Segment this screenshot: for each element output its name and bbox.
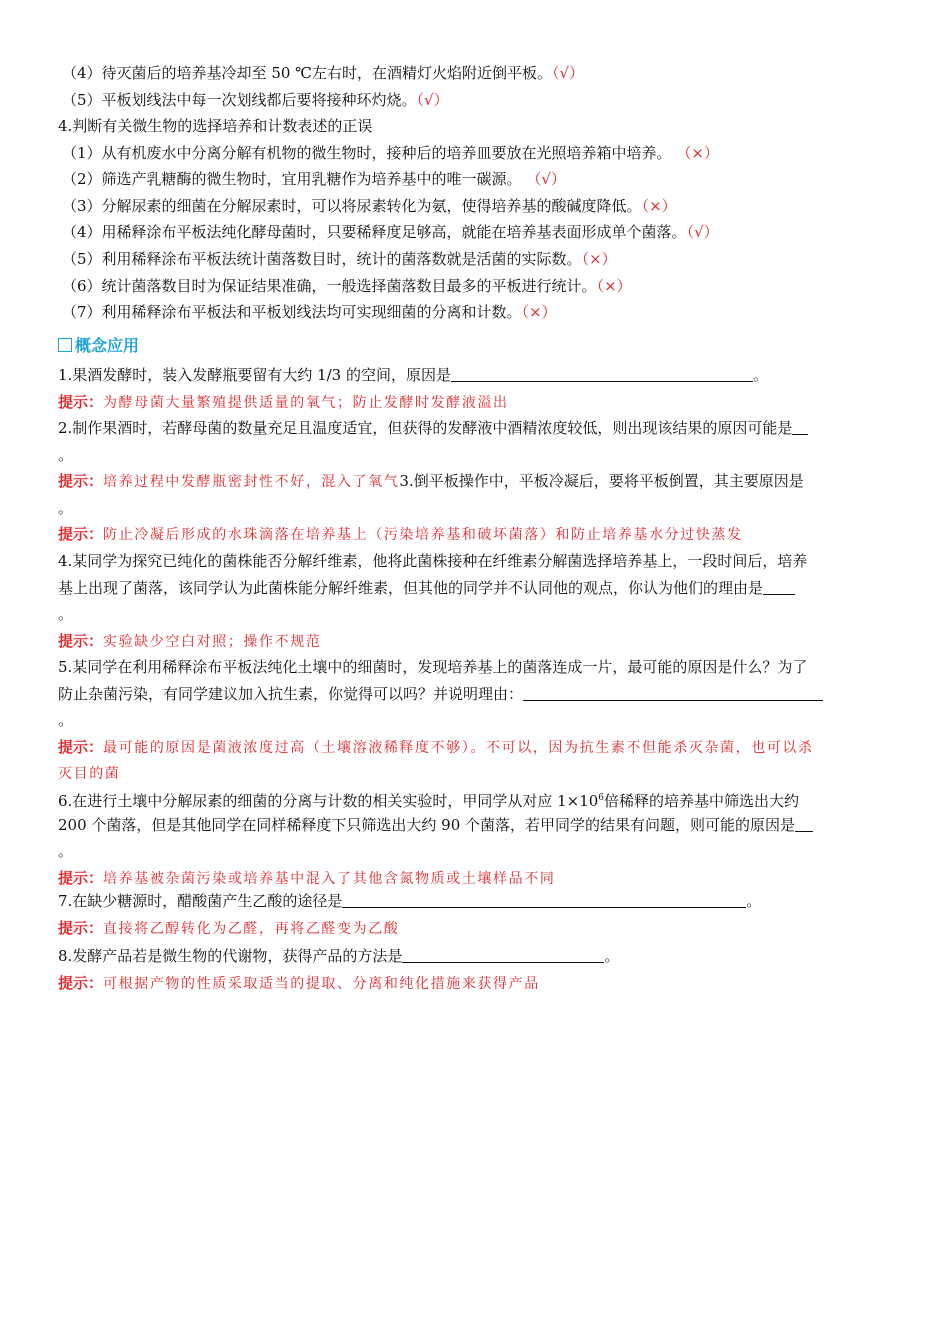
answer-blank [402, 946, 604, 963]
tip-text: 培养基被杂菌污染或培养基中混入了其他含氮物质或土壤样品不同 [103, 870, 556, 887]
question-1: 1.果酒发酵时，装入发酵瓶要留有大约 1/3 的空间，原因是 。 提示：为酵母菌大量繁殖提供适量的氧气；防止发酵时发酵液溢出 [58, 366, 769, 411]
tip-text: 防止冷凝后形成的水珠滴落在培养基上（污染培养基和破坏菌落）和防止培养基水分过快蒸发 [103, 527, 743, 544]
tip-label: 提示： [58, 868, 104, 887]
wrong-mark: （×） [521, 303, 557, 322]
question-4: 4.某同学为探究已纯化的菌株能否分解纤维素，他将此菌株接种在纤维素分解菌选择培养基上，一段时间后，培养 基上出现了菌落，该同学认为此菌株能分解纤维素，但其他的同学并不认同他的观点，你认为他们的理由是 。 提示：实验缺少空白对照；操作不规范 [58, 552, 808, 650]
question-2: 2.制作果酒时，若酵母菌的数量充足且温度适宜，但获得的发酵液中酒精浓度较低，则出现该结果的原因可能是 。 提示：培养过程中发酵瓶密封性不好，混入了氧气3.倒平板操作中，平板冷凝后，要将平板倒置，其主要原因是 。 提示：防止冷凝后形成的水珠滴落在培养基上（污染培养基和破坏菌落）和防止培养基水分过快蒸发 [58, 415, 894, 548]
tip-label: 提示： [58, 392, 104, 411]
statement-item: （7）利用稀释涂布平板法和平板划线法均可实现细菌的分离和计数。（×） [62, 303, 557, 322]
answer-blank [792, 418, 808, 435]
tip-text: 为酵母菌大量繁殖提供适量的氧气；防止发酵时发酵液溢出 [103, 394, 509, 411]
answer-blank [763, 578, 795, 595]
wrong-mark: （×） [581, 249, 617, 268]
checkbox-square-icon [58, 338, 72, 352]
wrong-mark: （×） [641, 196, 677, 215]
statement-item: （5）利用稀释涂布平板法统计菌落数目时，统计的菌落数就是活菌的实际数。（×） [62, 249, 617, 268]
question-8: 8.发酵产品若是微生物的代谢物，获得产品的方法是 。 提示：可根据产物的性质采取适当的提取、分离和纯化措施来获得产品 [58, 947, 620, 992]
wrong-mark: （×） [676, 143, 719, 162]
section-heading [58, 333, 894, 360]
statement-item: （4）待灭菌后的培养基冷却至 50 ℃左右时，在酒精灯火焰附近倒平板。（√） [62, 64, 585, 82]
answer-blank [523, 684, 823, 701]
correct-mark: （√） [551, 64, 585, 82]
question-7: 7.在缺少糖源时，醋酸菌产生乙酸的途径是 。 提示：直接将乙醇转化为乙醛，再将乙醛变为乙酸 [58, 892, 762, 937]
statement-item: （2）筛选产乳糖酶的微生物时，宜用乳糖作为培养基中的唯一碳源。 （√） [62, 170, 566, 189]
statement-item: （4）用稀释涂布平板法纯化酵母菌时，只要稀释度足够高，就能在培养基表面形成单个菌落。（√） [62, 223, 719, 242]
question-heading: 4.判断有关微生物的选择培养和计数表述的正误 [58, 117, 373, 135]
tip-text: 直接将乙醇转化为乙醛，再将乙醛变为乙酸 [103, 920, 400, 937]
tip-text: 实验缺少空白对照；操作不规范 [103, 633, 322, 650]
answer-blank [451, 365, 753, 382]
statement-item: （6）统计菌落数目时为保证结果准确，一般选择菌落数目最多的平板进行统计。（×） [62, 276, 632, 295]
statement-item: （3）分解尿素的细菌在分解尿素时，可以将尿素转化为氨，使得培养基的酸碱度降低。（×） [62, 196, 677, 215]
answer-blank [795, 815, 813, 832]
correct-mark: （√） [416, 90, 449, 109]
section-title: 概念应用 [75, 336, 140, 355]
question-5: 5.某同学在利用稀释涂布平板法纯化土壤中的细菌时，发现培养基上的菌落连成一片，最可能的原因是什么？为了 防止杂菌污染，有同学建议加入抗生素，你觉得可以吗？并说明理由： 。 提示：最可能的原因是菌液浓度过高（土壤溶液稀释度不够）。不可以，因为抗生素不但能杀灭杂菌，也可以杀 灭目的菌 [58, 654, 894, 787]
top-items [58, 60, 894, 113]
tip-text: 灭目的菌 [58, 766, 121, 783]
statement-item: （5）平板划线法中每一次划线都后要将接种环灼烧。（√） [62, 90, 449, 109]
answer-blank [342, 891, 746, 908]
tip-label: 提示： [58, 525, 104, 544]
statement-item: （1）从有机废水中分离分解有机物的微生物时，接种后的培养皿要放在光照培养箱中培养。 （×） [62, 143, 719, 162]
correct-mark: （√） [526, 170, 566, 189]
question-3: 3.倒平板操作中，平板冷凝后，要将平板倒置，其主要原因是 [399, 472, 804, 491]
correct-mark: （√） [686, 223, 719, 242]
tip-text: 可根据产物的性质采取适当的提取、分离和纯化措施来获得产品 [103, 975, 540, 992]
tip-text: 培养过程中发酵瓶密封性不好，混入了氧气 [103, 474, 400, 491]
tip-label: 提示： [58, 472, 104, 491]
wrong-mark: （×） [596, 276, 632, 295]
tip-text: 最可能的原因是菌液浓度过高（土壤溶液稀释度不够）。不可以，因为抗生素不但能杀灭杂菌，也可以杀 [103, 739, 814, 756]
question-6: 6.在进行土壤中分解尿素的细菌的分离与计数的相关实验时，甲同学从对应 $1\times 10^6$倍稀释的培养基中筛选出大约 200 个菌落，但是其他同学在同样稀释度下只筛选出大约 90 个菌落，若甲同学的结果有问题，则可能的原因是 。 提示：培养基被杂菌污染或培养基中混入了其他含氮物质或土壤样品不同 [58, 785, 894, 891]
tip-label: 提示： [58, 918, 104, 937]
tip-label: 提示： [58, 737, 104, 756]
judgement-question [58, 113, 894, 326]
tip-label: 提示： [58, 973, 104, 992]
tip-label: 提示： [58, 631, 104, 650]
